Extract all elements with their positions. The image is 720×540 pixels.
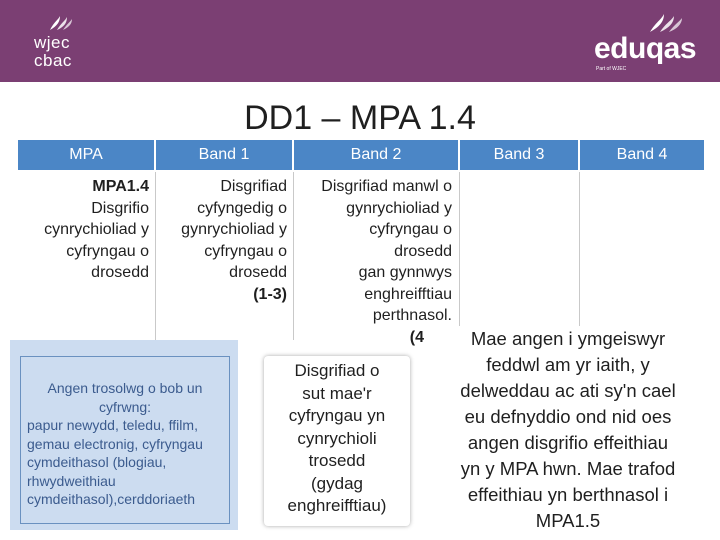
mpa-text-line: cynrychioliad y (44, 221, 149, 238)
band-1-line: gynrychioliad y (181, 221, 287, 238)
header-band-4: Band 4 (580, 140, 704, 170)
band-2-line: perthnasol. (372, 307, 452, 324)
wjec-cbac-logo (34, 14, 114, 70)
callout-line: rhwydweithiau (27, 472, 116, 489)
band-1-cell (156, 172, 293, 305)
note-line: (gydag (311, 473, 363, 493)
column-divider (459, 172, 460, 340)
examiner-note (428, 326, 708, 534)
note-line: cynrychioli (297, 428, 377, 448)
callout-line: Angen trosolwg o bob un (47, 380, 203, 396)
band-2-line: cyfryngau o (369, 221, 452, 238)
band-2-line: drosedd (394, 242, 452, 260)
description-note (264, 356, 410, 526)
bird-icon (646, 12, 686, 34)
note-line: trosedd (308, 451, 366, 470)
mpa-text-line: cyfryngau o (66, 242, 149, 260)
note-line: effeithiau yn berthnasol i (467, 484, 669, 505)
note-line: sut mae'r (302, 383, 372, 403)
note-line: cyfryngau yn (288, 406, 386, 425)
note-line: Disgrifiad o (294, 361, 380, 380)
callout-line: gemau electronig, cyfryngau (27, 435, 203, 452)
note-line: eu defnyddio ond nid oes (464, 406, 672, 427)
logo-line-1: wjec (34, 33, 71, 52)
band-1-line: cyfryngau o (204, 242, 287, 260)
callout-line: cymdeithasol (blogiau, (27, 454, 167, 470)
header-band-1: Band 1 (156, 140, 292, 170)
note-line: yn y MPA hwn. Mae trafod (460, 458, 676, 479)
note-line: angen disgrifio effeithiau (467, 432, 669, 453)
callout-line: cymdeithasol),cerddoriaeth (27, 491, 196, 507)
band-1-line: Disgrifiad (220, 178, 287, 195)
band-2-line: enghreifftiau (364, 285, 452, 303)
band-2-line: gynrychioliad y (346, 199, 452, 217)
callout-line: cyfrwng: (98, 398, 152, 415)
note-line: MPA1.5 (535, 510, 601, 531)
note-line: Mae angen i ymgeiswyr (470, 328, 666, 349)
band-2-cell (294, 172, 458, 348)
slide-title: DD1 – MPA 1.4 (244, 99, 476, 137)
band-1-line: drosedd (229, 264, 287, 281)
note-line: enghreifftiau) (287, 496, 387, 515)
eduqas-logo (594, 12, 697, 72)
header-band-2: Band 2 (294, 140, 458, 170)
mpa-text-line: Disgrifio (91, 199, 149, 217)
logo-line-2: cbac (34, 51, 72, 70)
brand-tagline: Part of WJEC (596, 66, 627, 72)
header-mpa: MPA (18, 140, 154, 170)
mpa-cell (18, 172, 155, 284)
callout-line: papur newydd, teledu, ffilm, (27, 417, 198, 433)
brand-name: eduqas (594, 32, 697, 65)
mpa-text-line: drosedd (91, 264, 149, 281)
note-line: feddwl am yr iaith, y (486, 354, 650, 375)
media-overview-callout (20, 356, 230, 524)
band-2-line: Disgrifiad manwl o (321, 178, 452, 195)
band-1-marks: (1-3) (253, 285, 287, 303)
band-1-line: cyfyngedig o (197, 199, 287, 217)
bird-icon (48, 14, 74, 32)
mpa-code: MPA1.4 (92, 178, 149, 195)
note-line: delweddau ac ati sy'n cael (460, 380, 676, 401)
band-2-marks: (4 (409, 328, 424, 346)
header-bar (0, 0, 720, 82)
band-2-line: gan gynnwys (358, 264, 452, 281)
column-divider (579, 172, 580, 340)
header-band-3: Band 3 (460, 140, 578, 170)
